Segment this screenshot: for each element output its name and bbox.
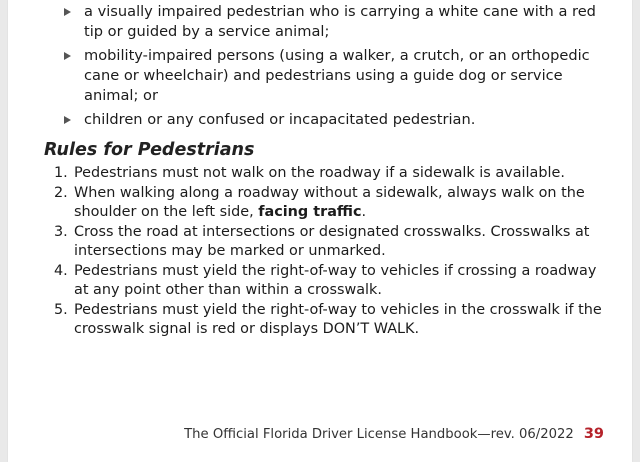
bullet-item [84, 2, 604, 42]
section-heading: Rules for Pedestrians [44, 140, 255, 160]
rule-text: When walking along a roadway without a sidewalk, always walk on the shoulder on the left side, [74, 185, 585, 220]
rule-text: Pedestrians must not walk on the roadway if a sidewalk is available. [74, 165, 565, 181]
footer-text: The Official Florida Driver License Handbook—rev. 06/2022 [184, 427, 574, 442]
rule-item [52, 184, 612, 222]
rule-number: 3. [54, 224, 68, 240]
page-footer [184, 426, 604, 442]
page-number: 39 [583, 426, 604, 442]
bullet-list [84, 2, 604, 130]
rule-emphasis: facing traffic [258, 204, 362, 220]
document-page [8, 0, 632, 462]
bullet-text: children or any confused or incapacitated pedestrian. [84, 111, 476, 128]
rule-text: Cross the road at intersections or designated crosswalks. Crosswalks at intersections may be marked or unmarked. [74, 224, 590, 259]
bullet-text: a visually impaired pedestrian who is carrying a white cane with a red tip or guided by a service animal; [84, 3, 596, 40]
rule-text: Pedestrians must yield the right-of-way to vehicles if crossing a roadway at any point other than within a crosswalk. [74, 263, 597, 298]
bullet-text: mobility-impaired persons (using a walker, a crutch, or an orthopedic cane or wheelchair) and pedestrians using a guide dog or service animal; or [84, 47, 590, 104]
rule-text: Pedestrians must yield the right-of-way to vehicles in the crosswalk if the crosswalk signal is red or displays DON’T WALK. [74, 302, 602, 337]
triangle-bullet-icon [64, 116, 71, 124]
triangle-bullet-icon [64, 8, 71, 16]
rule-number: 2. [54, 185, 68, 201]
bullet-item [84, 46, 604, 106]
rules-list [52, 164, 612, 340]
rule-item [52, 301, 612, 339]
bullet-item [84, 110, 604, 130]
rule-text-end: . [361, 204, 367, 220]
rule-number: 5. [54, 302, 68, 318]
rule-item [52, 223, 612, 261]
triangle-bullet-icon [64, 52, 71, 60]
rule-item [52, 164, 612, 183]
rule-number: 1. [54, 165, 68, 181]
rule-number: 4. [54, 263, 68, 279]
rule-item [52, 262, 612, 300]
